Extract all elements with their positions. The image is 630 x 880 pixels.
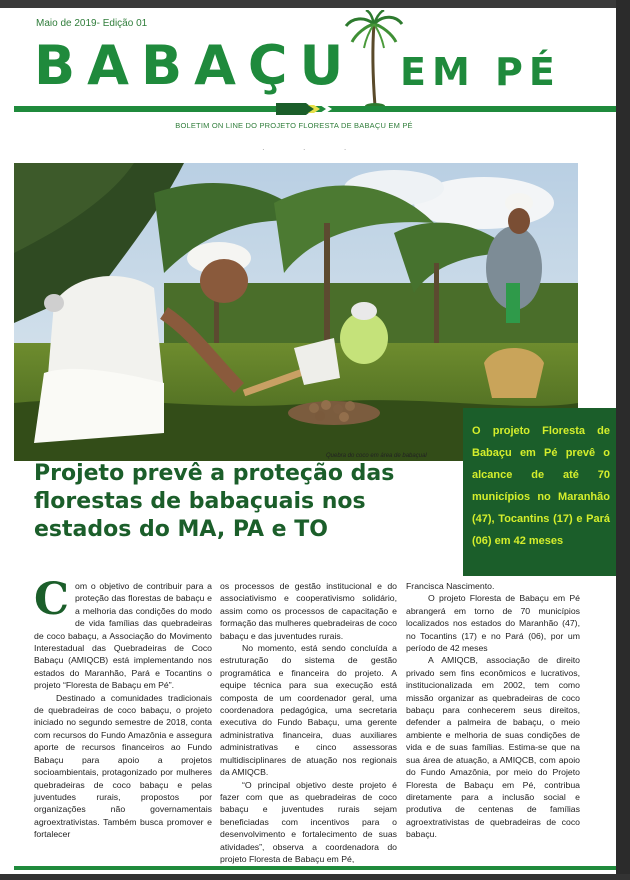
paragraph: os processos de gestão institucional e do associativismo e cooperativismo solidário, assim como os processos de capacitação e formação das mulheres quebradeiras de coco babaçu e das juventudes rurais. xyxy=(220,581,397,641)
separator-dots: · · · xyxy=(262,145,365,154)
drop-cap: C xyxy=(34,574,70,625)
bulletin-subtitle: BOLETIM ON LINE DO PROJETO FLORESTA DE BABAÇU EM PÉ xyxy=(175,121,413,130)
paragraph: “O principal objetivo deste projeto é fazer com que as quebradeiras de coco babaçu e juventudes rurais sejam beneficiadas com incentivos para o desenvolvimento e fortalecimento de suas atividades”, observa a coordenadora do projeto Floresta de Babaçu em Pé, xyxy=(220,779,397,864)
paragraph: O projeto Floresta de Babaçu em Pé abrangerá em torno de 70 municípios localizados nos estados do Maranhão (47), no Tocantins (17) e no Pará (06), por um período de 42 meses xyxy=(406,593,580,654)
paragraph: A AMIQCB, associação de direito privado sem fins econômicos e lucrativos, institucionalizada em 2002, tem como missão organizar as quebradeiras de coco babaçu para conhecerem seus direitos, defender a palmeira de babaçu, o meio ambiente e melhoria de suas condições de vida e de suas famílias. Estima-se que na sua área de atuação, a AMIQCB, com apoio do Fundo Amazônia, por meio do Projeto Floresta de Babaçu em Pé, contribua diretamente para a inclusão social e produtiva de centenas de famílias agroextrativistas de quebradeiras de coco babaçu. xyxy=(406,655,580,840)
top-edge xyxy=(0,0,630,8)
article-headline: Projeto prevê a proteção das florestas de babaçuais nos estados do MA, PA e TO xyxy=(34,461,395,542)
paragraph: No momento, está sendo concluída a estruturação do sistema de gestão programática e financeira do projeto. A equipe técnica para sua execução está composta de um coordenador geral, uma coordenadora pedagógica, uma secretaria executiva do Fundo Babaçu, uma gerente administrativa financeira, duas auxiliares administrativas e cinco assessoras multidisciplinares de atuação nos regionais da AMIQCB. xyxy=(220,643,397,778)
footer-rule xyxy=(14,866,616,870)
paragraph: Francisca Nascimento. xyxy=(406,581,495,591)
paragraph: om o objetivo de contribuir para a proteção das florestas de babaçu e a melhoria das condições do modo de vida famílias das quebradeiras de coco babaçu, a Associação do Movimento Interestadual das Quebradeiras de Coco Babaçu (AMIQCB) está implementando nos estados do Maranhão, Pará e Tocantins o projeto “Floresta de Babaçu em Pé”. xyxy=(34,581,212,691)
bottom-edge xyxy=(0,874,630,880)
article-column-3 xyxy=(406,580,580,841)
photo-caption: Quebra do coco em área de babaçual xyxy=(326,453,427,459)
article-column-1 xyxy=(34,574,212,841)
right-edge xyxy=(616,0,630,880)
masthead-subtitle: EM PÉ xyxy=(400,50,561,94)
paragraph: Destinado a comunidades tradicionais de quebradeiras de coco babaçu, o projeto iniciado no segundo semestre de 2018, conta com recursos do Fundo Amazônia e assegura aporte de recursos financeiros ao Fundo Babaçu para apoio a projetos socioambientais, protagonizado por mulheres quebradeiras de coco babaçu e pelas juventudes rurais, propostos por organizações não governamentais agroextrativistas. Também busca promover e fortalecer xyxy=(34,692,212,840)
highlight-text: O projeto Floresta de Babaçu em Pé prevê o alcance de até 70 municípios no Maranhão (47), Tocantins (17) e Pará (06) em 42 meses xyxy=(472,425,610,547)
header-rule xyxy=(14,103,616,115)
article-column-2 xyxy=(220,580,397,865)
palm-tree-icon xyxy=(344,10,404,110)
newsletter-page xyxy=(14,8,616,874)
edition-label: Maio de 2019- Edição 01 xyxy=(36,18,148,29)
masthead-title: BABAÇU xyxy=(34,34,356,97)
